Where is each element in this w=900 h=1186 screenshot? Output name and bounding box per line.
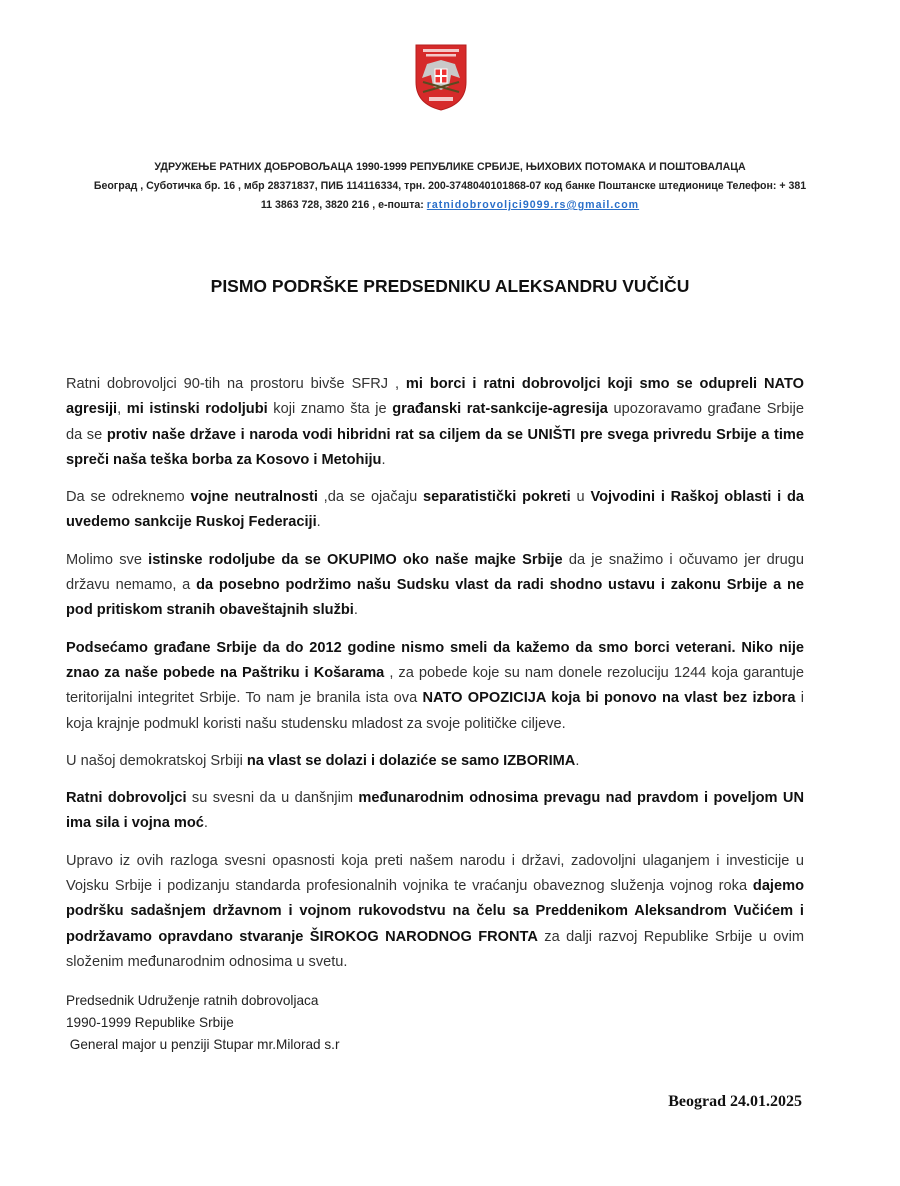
bold-text: Podsećamo građane Srbije da do 2012 godine nismo smeli da kažemo da smo borci veterani. Niko nije znao za naše pobede na Paštriku i Košarama bbox=[66, 639, 804, 681]
coat-of-arms-logo bbox=[413, 42, 469, 112]
bold-text: međunarodnim odnosima prevagu nad pravdom i poveljom UN ima sila i vojna moć bbox=[66, 790, 805, 832]
bold-text: građanski rat-sankcije-agresija bbox=[392, 401, 608, 418]
bold-text: protiv naše države i naroda vodi hibridni rat sa ciljem da se UNIŠTI pre svega privredu Srbije a time spreči naša teška borba za Kosovo i Metohiju bbox=[66, 426, 804, 468]
text: da je snažimo i očuvamo jer drugu državu nemamo, a bbox=[66, 551, 804, 594]
text: u bbox=[570, 489, 591, 506]
body-paragraph bbox=[66, 485, 804, 536]
text: koji znamo šta je bbox=[267, 401, 393, 418]
text: . bbox=[575, 752, 580, 769]
text: Da se odreknemo bbox=[66, 489, 191, 506]
letter-date: Beograd 24.01.2025 bbox=[668, 1093, 802, 1110]
signature-block bbox=[66, 990, 340, 1056]
text: Upravo iz ovih razloga svesni opasnosti koja preti našem narodu i državi, zadovoljni ulaganjem i investicije u Vojsku Srbije i podizanju standarda profesionalnih vojnika te vraćanju obaveznog služenja vojnog roka bbox=[66, 852, 804, 895]
signature-line: 1990-1999 Republike Srbije bbox=[66, 1015, 234, 1030]
text: Molimo sve bbox=[66, 551, 149, 568]
signature-line: General major u penziji Stupar mr.Milorad s.r bbox=[66, 1037, 340, 1052]
bold-text: na vlast se dolazi i dolaziće se samo IZBORIMA bbox=[246, 752, 576, 769]
bold-text: da posebno podržimo našu Sudsku vlast da radi shodno ustavu i zakonu Srbije a ne pod pritiskom stranih obaveštajnih službi bbox=[66, 577, 804, 619]
text: i koja krajnje podmukl koristi našu studensku mladost za svoje političke ciljeve. bbox=[66, 690, 804, 732]
body-paragraph bbox=[66, 636, 804, 737]
bold-text: vojne neutralnosti bbox=[190, 489, 318, 506]
text: . bbox=[203, 815, 208, 832]
text: upozoravamo građane Srbije da se bbox=[66, 401, 805, 443]
letterhead-org: УДРУЖЕЊЕ РАТНИХ ДОБРОВОЉАЦА 1990-1999 РЕПУБЛИКЕ СРБИЈЕ, ЊИХОВИХ ПОТОМАКА И ПОШТОВАЛАЦА bbox=[154, 161, 746, 173]
letterhead-phone: 11 3863 728, 3820 216 , е-пошта: bbox=[260, 199, 424, 211]
bold-text: separatistički pokreti bbox=[422, 489, 571, 506]
body-paragraph bbox=[66, 749, 804, 774]
signature-line: Predsednik Udruženje ratnih dobrovoljaca bbox=[66, 993, 319, 1008]
letter-title: PISMO PODRŠKE PREDSEDNIKU ALEKSANDRU VUČIČU bbox=[210, 276, 690, 296]
bold-text: Vojvodini i Raškoj oblasti i da uvedemo sankcije Ruskoj Federaciji bbox=[66, 489, 804, 531]
text: ,da se ojačaju bbox=[317, 489, 423, 506]
body-paragraph bbox=[66, 548, 804, 624]
bold-text: istinske rodoljube da se OKUPIMO oko naše majke Srbije bbox=[148, 551, 563, 568]
text: . bbox=[316, 514, 321, 531]
text: Ratni dobrovoljci 90-tih na prostoru bivše SFRJ , bbox=[66, 376, 406, 392]
bold-text: mi istinski rodoljubi bbox=[126, 401, 268, 418]
body-paragraph bbox=[66, 786, 804, 837]
bold-text: Ratni dobrovoljci bbox=[66, 790, 187, 807]
text: , za pobede koje su nam donele rezoluciju 1244 koja garantuje teritorijalni integritet Srbije. To nam je branila ista ova bbox=[66, 664, 804, 707]
text: . bbox=[353, 602, 358, 619]
bold-text: mi borci i ratni dobrovoljci koji smo se odupreli NATO agresiji bbox=[66, 376, 805, 418]
text: za dalji razvoj Republike Srbije u ovim složenim međunarodnim odnosima u svetu. bbox=[66, 928, 804, 970]
body-paragraph bbox=[66, 849, 804, 975]
text: , bbox=[117, 401, 127, 418]
email-link[interactable]: ratnidobrovoljci9099.rs@gmail.com bbox=[426, 199, 640, 211]
text: . bbox=[381, 451, 386, 468]
letter-body bbox=[66, 372, 804, 987]
body-paragraph bbox=[66, 372, 804, 473]
bold-text: dajemo podršku sadašnjem državnom i vojnom rukovodstvu na čelu sa Preddenikom Aleksandrom Vučićem i podržavamo opravdano stvaranje ŠIROKOG NARODNOG FRONTA bbox=[66, 878, 804, 945]
letterhead-address: Београд , Суботичка бр. 16 , мбр 28371837, ПИБ 114116334, трн. 200-3748040101868-07 код банке Поштанске штедионице Телефон: + 381 bbox=[93, 180, 807, 192]
text: su svesni da u danšnjim bbox=[186, 790, 359, 807]
text: U našoj demokratskoj Srbiji bbox=[66, 752, 247, 769]
bold-text: NATO OPOZICIJA koja bi ponovo na vlast bez izbora bbox=[422, 690, 796, 707]
letterhead-contact bbox=[40, 196, 860, 215]
